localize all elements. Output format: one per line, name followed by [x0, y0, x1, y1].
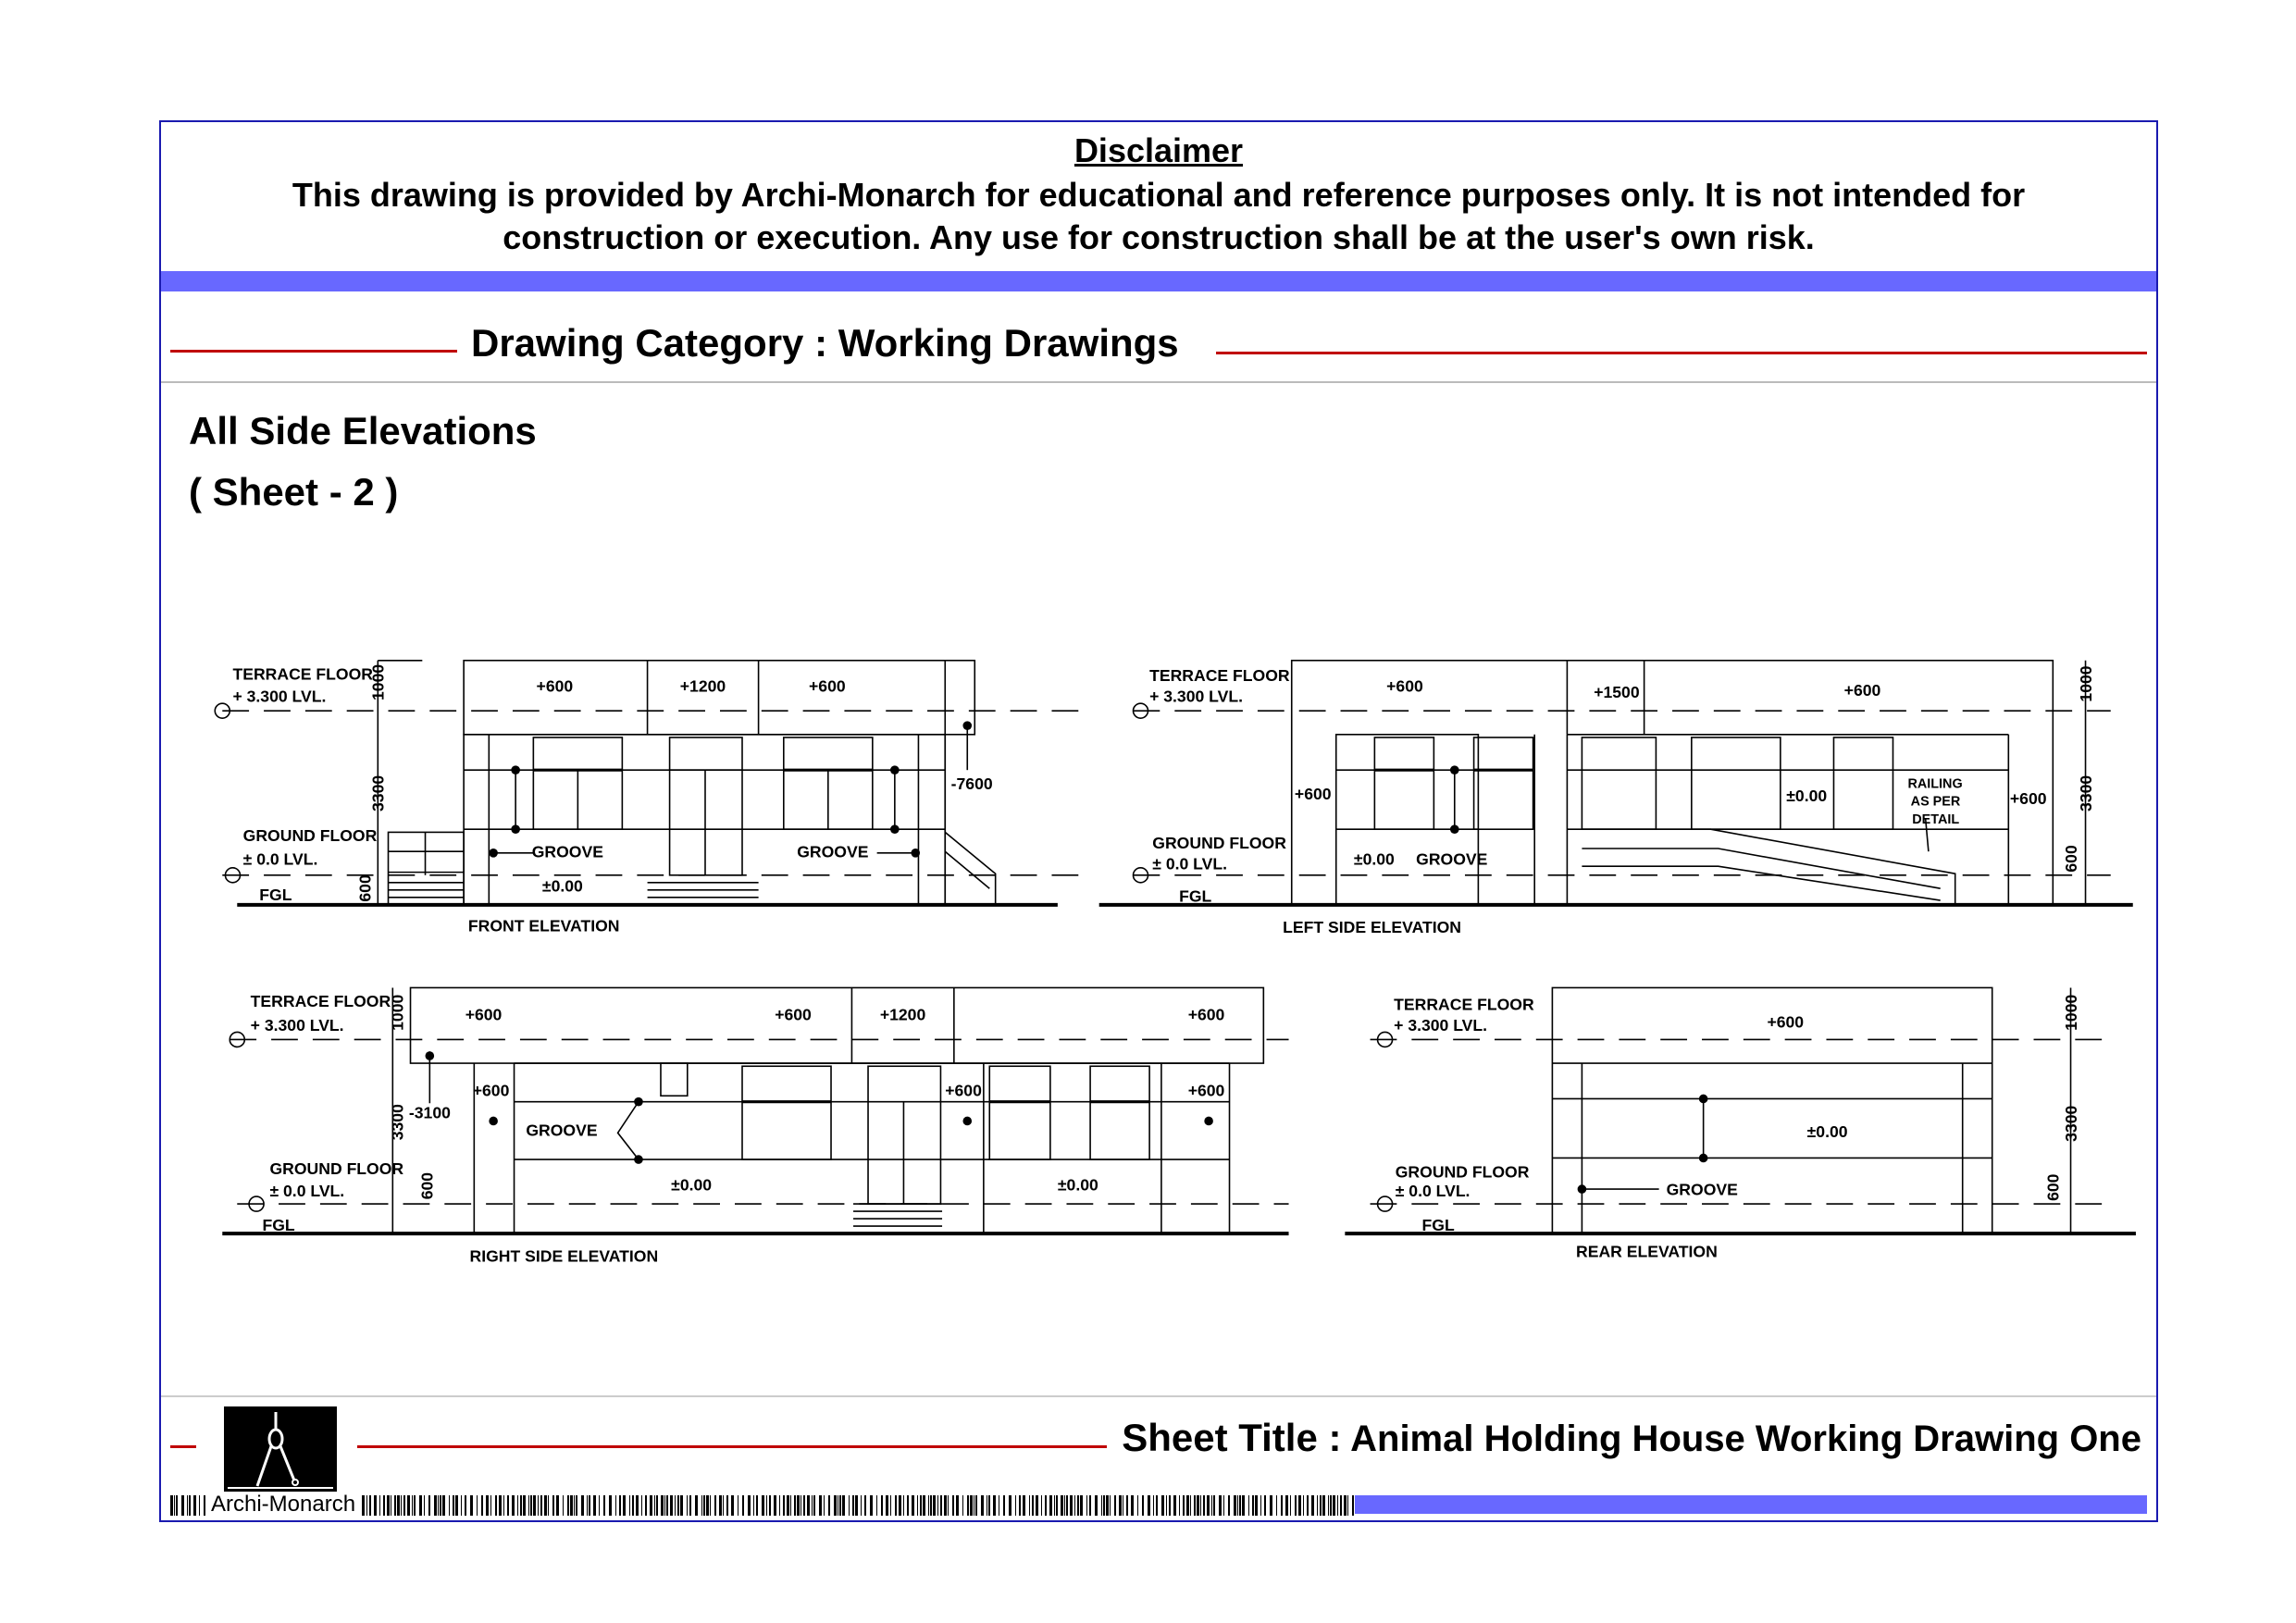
right-label: +600	[472, 1081, 510, 1100]
left-railing-note: AS PER	[1910, 794, 1961, 810]
left-fgl: FGL	[1179, 886, 1212, 906]
rear-dim-1000: 1000	[2061, 994, 2080, 1031]
front-dim-3300: 3300	[368, 774, 388, 812]
right-label: ±0.00	[671, 1175, 713, 1195]
right-label: +600	[465, 1005, 503, 1024]
rear-groove: GROOVE	[1666, 1180, 1738, 1199]
left-dim-3300: 3300	[2076, 774, 2095, 812]
left-label: +600	[1294, 785, 1332, 804]
left-railing-note: DETAIL	[1912, 812, 1960, 827]
disclaimer-title: Disclaimer	[1074, 131, 1244, 169]
left-label: +600	[2009, 788, 2047, 808]
front-ground-label: GROUND FLOOR	[242, 826, 378, 846]
front-label: ±0.00	[541, 876, 583, 896]
rear-dim-3300: 3300	[2061, 1105, 2080, 1142]
front-label: +600	[536, 676, 574, 696]
rear-terrace-label: TERRACE FLOOR	[1394, 995, 1534, 1014]
front-dim-600: 600	[355, 874, 375, 902]
left-elevation-caption: LEFT SIDE ELEVATION	[1283, 918, 1462, 937]
left-label: +600	[1843, 681, 1881, 700]
front-fgl: FGL	[259, 886, 292, 905]
front-terrace-label: TERRACE FLOOR	[232, 664, 373, 684]
right-dim-3300: 3300	[388, 1104, 407, 1141]
left-terrace-label: TERRACE FLOOR	[1149, 666, 1290, 686]
right-label: +600	[945, 1081, 982, 1100]
right-dim-600: 600	[417, 1171, 437, 1200]
right-fgl: FGL	[262, 1215, 295, 1234]
rear-ground-label: GROUND FLOOR	[1395, 1162, 1530, 1182]
right-label: +600	[1187, 1005, 1225, 1024]
front-label: +1200	[679, 676, 726, 696]
left-label: ±0.00	[1786, 786, 1828, 805]
left-railing-note: RAILING	[1907, 776, 1963, 792]
drawing-category: Drawing Category : Working Drawings	[471, 321, 1179, 365]
right-label: +1200	[879, 1005, 926, 1024]
right-label: ±0.00	[1057, 1175, 1098, 1195]
right-label: +600	[775, 1005, 812, 1024]
sheet-title-label: Sheet Title :	[1122, 1416, 1342, 1459]
left-groove: GROOVE	[1416, 849, 1488, 869]
left-dim-1000: 1000	[2076, 665, 2095, 702]
right-dim-1000: 1000	[388, 994, 407, 1031]
left-label: ±0.00	[1353, 849, 1395, 869]
left-label: +600	[1386, 676, 1423, 696]
left-ground-lvl: ± 0.0 LVL.	[1152, 854, 1228, 873]
left-dim-600: 600	[2061, 845, 2080, 873]
section-title: All Side Elevations	[189, 409, 537, 452]
rear-label: +600	[1767, 1012, 1805, 1032]
front-terrace-lvl: + 3.300 LVL.	[232, 687, 327, 706]
right-ground-lvl: ± 0.0 LVL.	[269, 1182, 345, 1201]
disclaimer-body: This drawing is provided by Archi-Monarch for educational and reference purposes only. It is not intended for construction or execution. Any use for construction shall be at the user's own risk.	[292, 176, 2026, 256]
right-terrace-label: TERRACE FLOOR	[250, 992, 391, 1011]
rear-label: ±0.00	[1806, 1122, 1848, 1142]
right-groove: GROOVE	[526, 1121, 598, 1140]
right-side-elevation	[222, 987, 1288, 1233]
front-groove: GROOVE	[531, 842, 603, 861]
front-label: +600	[809, 676, 846, 696]
front-label: -7600	[950, 774, 993, 793]
rear-terrace-lvl: + 3.300 LVL.	[1394, 1015, 1488, 1035]
sheet-title-value: Animal Holding House Working Drawing One	[1350, 1419, 2141, 1459]
brand-name: Archi-Monarch	[207, 1492, 359, 1518]
left-terrace-lvl: + 3.300 LVL.	[1149, 687, 1243, 706]
right-elevation-caption: RIGHT SIDE ELEVATION	[469, 1246, 659, 1266]
front-ground-lvl: ± 0.0 LVL.	[242, 849, 318, 869]
right-label: -3100	[408, 1103, 451, 1122]
front-groove: GROOVE	[797, 842, 869, 861]
right-terrace-lvl: + 3.300 LVL.	[250, 1015, 344, 1035]
sheet-number: ( Sheet - 2 )	[189, 470, 399, 514]
front-elevation-caption: FRONT ELEVATION	[467, 916, 620, 935]
rear-ground-lvl: ± 0.0 LVL.	[1395, 1182, 1471, 1201]
rear-elevation-caption: REAR ELEVATION	[1576, 1242, 1718, 1261]
left-ground-label: GROUND FLOOR	[1152, 834, 1286, 853]
rear-fgl: FGL	[1421, 1215, 1455, 1234]
right-label: +600	[1187, 1081, 1225, 1100]
right-ground-label: GROUND FLOOR	[269, 1159, 404, 1179]
left-label: +1500	[1594, 682, 1640, 701]
rear-dim-600: 600	[2043, 1173, 2063, 1201]
front-dim-1000: 1000	[368, 663, 388, 700]
